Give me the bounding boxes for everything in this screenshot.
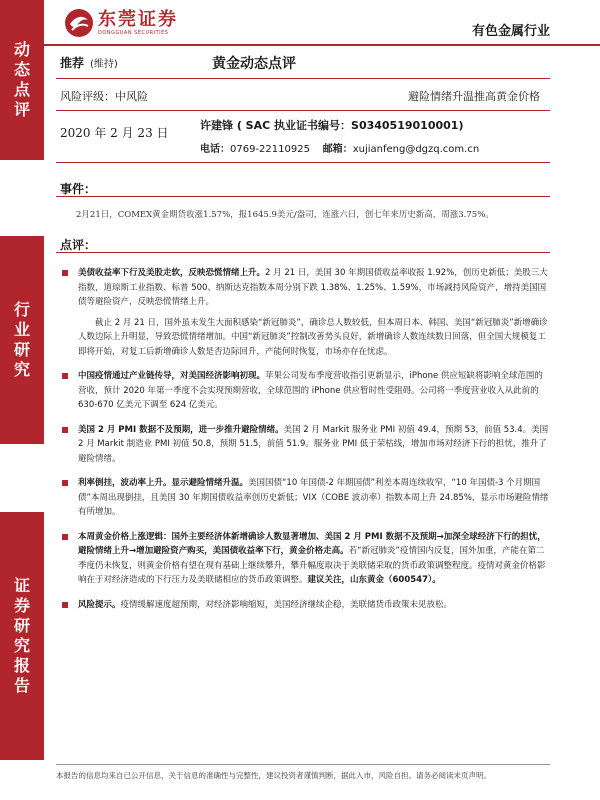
report-date: 2020 年 2 月 23 日 bbox=[60, 126, 169, 140]
comment-heading: 点评： bbox=[60, 238, 97, 252]
analyst-info: 许建锋 ( SAC 执业证书编号：S0340519010001) bbox=[200, 119, 464, 132]
event-text: 2月21日，COMEX黄金期货收涨1.57%，报1645.9美元/盎司，连涨六日，创七年来历史新高，周涨3.75%。 bbox=[76, 210, 494, 220]
point-recommendation: 建议关注，山东黄金（600547）。 bbox=[307, 575, 441, 585]
rating bbox=[60, 54, 118, 71]
point-lead: 风险提示。 bbox=[78, 599, 121, 610]
logo-english-name: DONGGUAN SECURITIES bbox=[98, 29, 169, 36]
paragraph: 截止 2 月 21 日，国外虽未发生大面积感染“新冠肺炎”，确诊总人数较低，但本周日本、韩国、美国“新冠肺炎”新增确诊人数边际上升明显，导致恐慌情绪增加。中国“新冠肺炎”控制改善势头良好，新增确诊人数连续数日回落，但全国大规模复工即将开始，对复工后新增确诊人数是否边际回升，产能何时恢复，市场亦存在忧虑。 bbox=[78, 317, 548, 357]
point-body: 2 月 21 日，美国 30 年期国债收益率收报 1.92%，创历史新低；美股三大指数，道琼斯工业指数、标普 500、纳斯达克指数本周分别下跌 1.38%、1.25%、1.59%，市场减持风险资产，增持美国国债等避险资产，反映恐慌情绪上升。 bbox=[78, 268, 548, 307]
list-item bbox=[60, 598, 550, 613]
divider bbox=[56, 78, 550, 79]
logo-icon bbox=[64, 8, 94, 38]
point-lead: 美债收益率下行及美股走软，反映恐慌情绪上升。 bbox=[78, 268, 266, 278]
risk-rating: 风险评级：中风险 bbox=[60, 90, 148, 103]
point-body: 美国 2 月 Markit 服务业 PMI 初值 49.4，预期 53，前值 53.4。美国 2 月 Markit 制造业 PMI 初值 50.8，预期 51.5，前值 51.9。服务业 PMI 低于荣枯线，增加市场对经济下行的担忧，推升了避险情绪。 bbox=[78, 424, 549, 464]
point-lead: 中国疫情通过产业链传导，对美国经济影响初现。 bbox=[78, 371, 266, 381]
point-body: 美国国债“10 年国债-2 年期国债”利差本周连续收窄，“10 年国债-3 个月期国债”本周出现倒挂，且美国 30 年期国债收益率创历史新低；VIX（COBE 波动率）指数本周上升 24.85%，显示市场避险情绪有所增加。 bbox=[78, 478, 549, 517]
report-subtitle: 避险情绪升温推高黄金价格 bbox=[408, 90, 540, 103]
point-lead: 美国 2 月 PMI 数据不及预期，进一步推升避险情绪。 bbox=[78, 424, 284, 435]
analyst-contact bbox=[200, 140, 479, 155]
point-body: 疫情缓解速度超预期，对经济影响缩短，美国经济继续企稳，美联储货币政策未见放松。 bbox=[120, 599, 453, 610]
side-label-securities-report bbox=[0, 512, 44, 760]
side-label-industry-research bbox=[0, 236, 44, 444]
side-label-text: 证券研究报告 bbox=[13, 576, 30, 695]
side-label-text: 行业研究 bbox=[13, 300, 30, 379]
side-label-dynamic-review bbox=[0, 0, 44, 160]
list-item bbox=[60, 369, 550, 413]
phone-value: 0769-22110925 bbox=[230, 144, 310, 155]
divider bbox=[56, 252, 550, 253]
point-lead: 本周黄金价格上涨逻辑：国外主要经济体新增确诊人数显著增加、美国 2 月 PMI 数据不及预期→加深全球经济下行的担忧，避险情绪上升→增加避险资产购买，美国债收益率下行，黄金价格走高。 bbox=[78, 531, 546, 556]
list-item bbox=[60, 266, 550, 310]
email-value: xujianfeng@dgzq.com.cn bbox=[352, 144, 480, 155]
side-label-text: 动态点评 bbox=[13, 40, 30, 119]
footer-divider bbox=[56, 764, 550, 765]
rating-label: 推荐 bbox=[60, 56, 85, 70]
phone-label: 电话： bbox=[200, 144, 230, 155]
industry-label: 有色金属行业 bbox=[471, 24, 550, 39]
side-band bbox=[0, 0, 44, 800]
comment-points bbox=[60, 266, 550, 622]
divider bbox=[56, 196, 550, 197]
header-divider bbox=[44, 44, 600, 46]
rating-sub: (维持) bbox=[90, 59, 118, 70]
divider bbox=[56, 110, 550, 111]
point-body: 苹果公司发布季度营收指引更新显示，iPhone 供应短缺将影响全球范围的营收，预计 2020 年第一季度不会实现预期营收，全球范围的 iPhone 供应暂时性受阻碍。公司将一季度营业收入从此前的 630-670 亿美元下调至 624 亿美元。 bbox=[78, 371, 543, 410]
report-title: 黄金动态点评 bbox=[212, 56, 296, 72]
point-body: 若“新冠肺炎”疫情国内反复，国外加重，产能在第二季度仍未恢复，则黄金价格有望在现有基础上继续攀升，攀升幅度取决于美联储采取的货币政策调整程度。疫情对黄金价格影响在于对经济造成的下行压力及美联储相应的货币政策调整。 bbox=[78, 546, 546, 585]
point-lead: 利率倒挂，波动率上升。显示避险情绪升温。 bbox=[78, 478, 249, 488]
list-item bbox=[60, 423, 550, 467]
company-logo bbox=[64, 8, 178, 38]
list-item bbox=[60, 530, 550, 588]
list-item bbox=[60, 476, 550, 520]
email-label: 邮箱： bbox=[322, 144, 353, 155]
event-heading: 事件： bbox=[60, 182, 97, 196]
footer-disclaimer: 本报告的信息均来自已公开信息，关于信息的准确性与完整性，建议投资者谨慎判断，据此入市，风险自担。请务必阅读末页声明。 bbox=[56, 771, 491, 780]
divider bbox=[56, 162, 550, 163]
logo-chinese-name: 东莞证券 bbox=[98, 8, 178, 30]
